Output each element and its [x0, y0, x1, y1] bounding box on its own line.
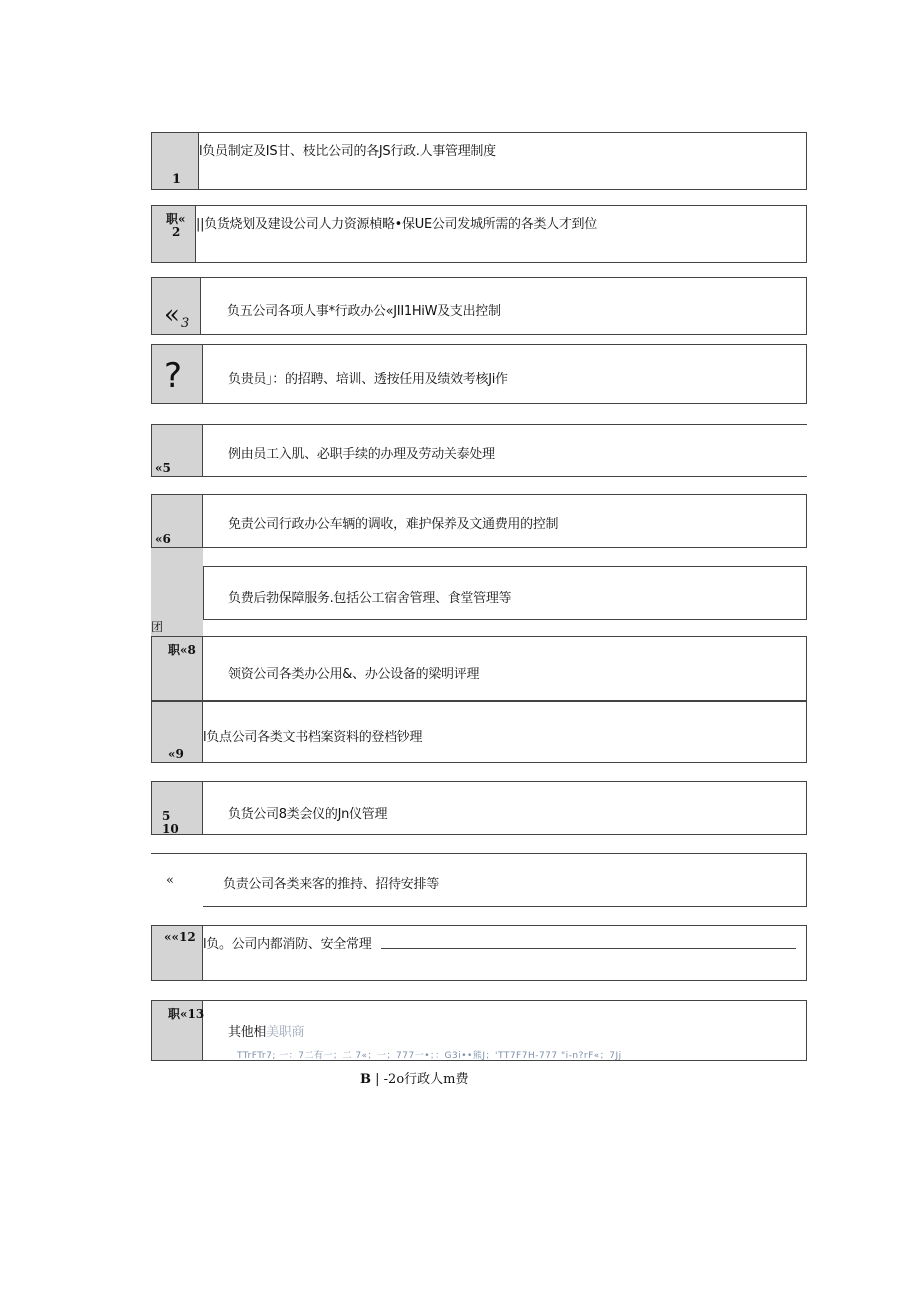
row-label-cell: [151, 344, 203, 404]
duty-text: 负贵员」：的招聘、培训、透按任用及绩效考核Ji作: [228, 372, 508, 387]
duty-text-faint: 美职商: [266, 1025, 305, 1040]
row-number: 3: [181, 316, 190, 331]
row-number: «6: [155, 532, 171, 546]
row-number: «9: [168, 747, 184, 761]
row-number: 1: [172, 172, 182, 187]
duty-text: 负货公司8类会仪的Jn仪管理: [228, 807, 388, 822]
duty-row-11: [151, 853, 807, 907]
duty-text: l负点公司各类文书档案资料的登档钞理: [203, 730, 423, 745]
duty-text: 免责公司行政办公车辆的调收，难护保养及文通费用的控制: [228, 517, 559, 532]
duty-row-4: [151, 344, 807, 404]
duty-text: 领资公司各类办公用&、办公设备的梁明评理: [228, 667, 480, 682]
row-label-cell: [151, 205, 196, 263]
duty-text: l负员制定及IS甘、枝比公司的各JS行政.人事管理制度: [199, 144, 496, 159]
duty-text: 负五公司各项人事*行政办公«JII1HiW及支出控制: [227, 304, 501, 319]
caption-text: | -2o行政人m费: [375, 1072, 469, 1087]
row-label-cell: [151, 132, 199, 190]
row-number: «5: [155, 461, 171, 475]
table-caption: [360, 1068, 468, 1087]
duty-row-2: [151, 205, 807, 263]
row-label-symbol: «: [166, 873, 174, 888]
row-label-top: 职«: [166, 212, 186, 226]
garbled-ocr-line: TTrFTr7; 一：7二有一；二 7«；一；777一•；：G3i••熊J；'TT7F7H-777 "i-n?rF«；7Jj: [237, 1051, 622, 1061]
row-label-cell: [151, 277, 201, 335]
row-label-cell: [151, 424, 203, 477]
row-label-top: 5: [162, 809, 171, 823]
row-label-cell: [151, 636, 203, 701]
duty-text: 负费后勃保障服务.包括公工宿舍管理、食堂管理等: [228, 591, 512, 606]
row-label-top: 职«13: [168, 1007, 205, 1021]
duty-row-13: [151, 1000, 807, 1061]
row-bottom-line: [203, 906, 807, 907]
duty-text: ||负货烧划及建设公司人力资源楨略•保UE公司发城所需的各类人才到位: [196, 217, 597, 232]
duty-row-3: [151, 277, 807, 335]
duty-row-7: [151, 548, 807, 636]
row-label-cell: [151, 925, 203, 981]
row-label-symbol: ?: [164, 356, 183, 396]
duty-row-6: [151, 494, 807, 548]
row-number: 2: [172, 225, 181, 239]
row-label-symbol: «: [164, 300, 180, 330]
duty-text: l负。公司内都消防、安全常理: [203, 937, 372, 952]
fill-line: [381, 948, 796, 949]
duty-row-9: [151, 701, 807, 763]
duty-row-8: [151, 636, 807, 701]
row-label-cell: [151, 781, 203, 835]
duty-text: 例由员工入肌、必职手续的办理及劳动关泰处理: [228, 447, 495, 462]
row-label-top: ««12: [164, 930, 196, 944]
duty-text: 负责公司各类来客的推持、招待安排等: [223, 877, 439, 892]
row-label-cell: [151, 701, 203, 763]
row-label-cell: [151, 1000, 203, 1061]
duty-text: [228, 1021, 304, 1040]
row-label-symbol: 团: [151, 620, 164, 634]
duty-row-12: [151, 925, 807, 981]
row-number: 10: [162, 822, 179, 836]
row-label-cell: [151, 548, 203, 636]
caption-bold: B: [360, 1072, 371, 1087]
row-label-cell: [151, 494, 203, 548]
duty-text-dark: 其他相: [228, 1025, 267, 1040]
duty-row-5: [151, 424, 807, 477]
duty-row-1: [151, 132, 807, 190]
duty-row-10: [151, 781, 807, 835]
row-label-top: 职«8: [168, 643, 196, 657]
